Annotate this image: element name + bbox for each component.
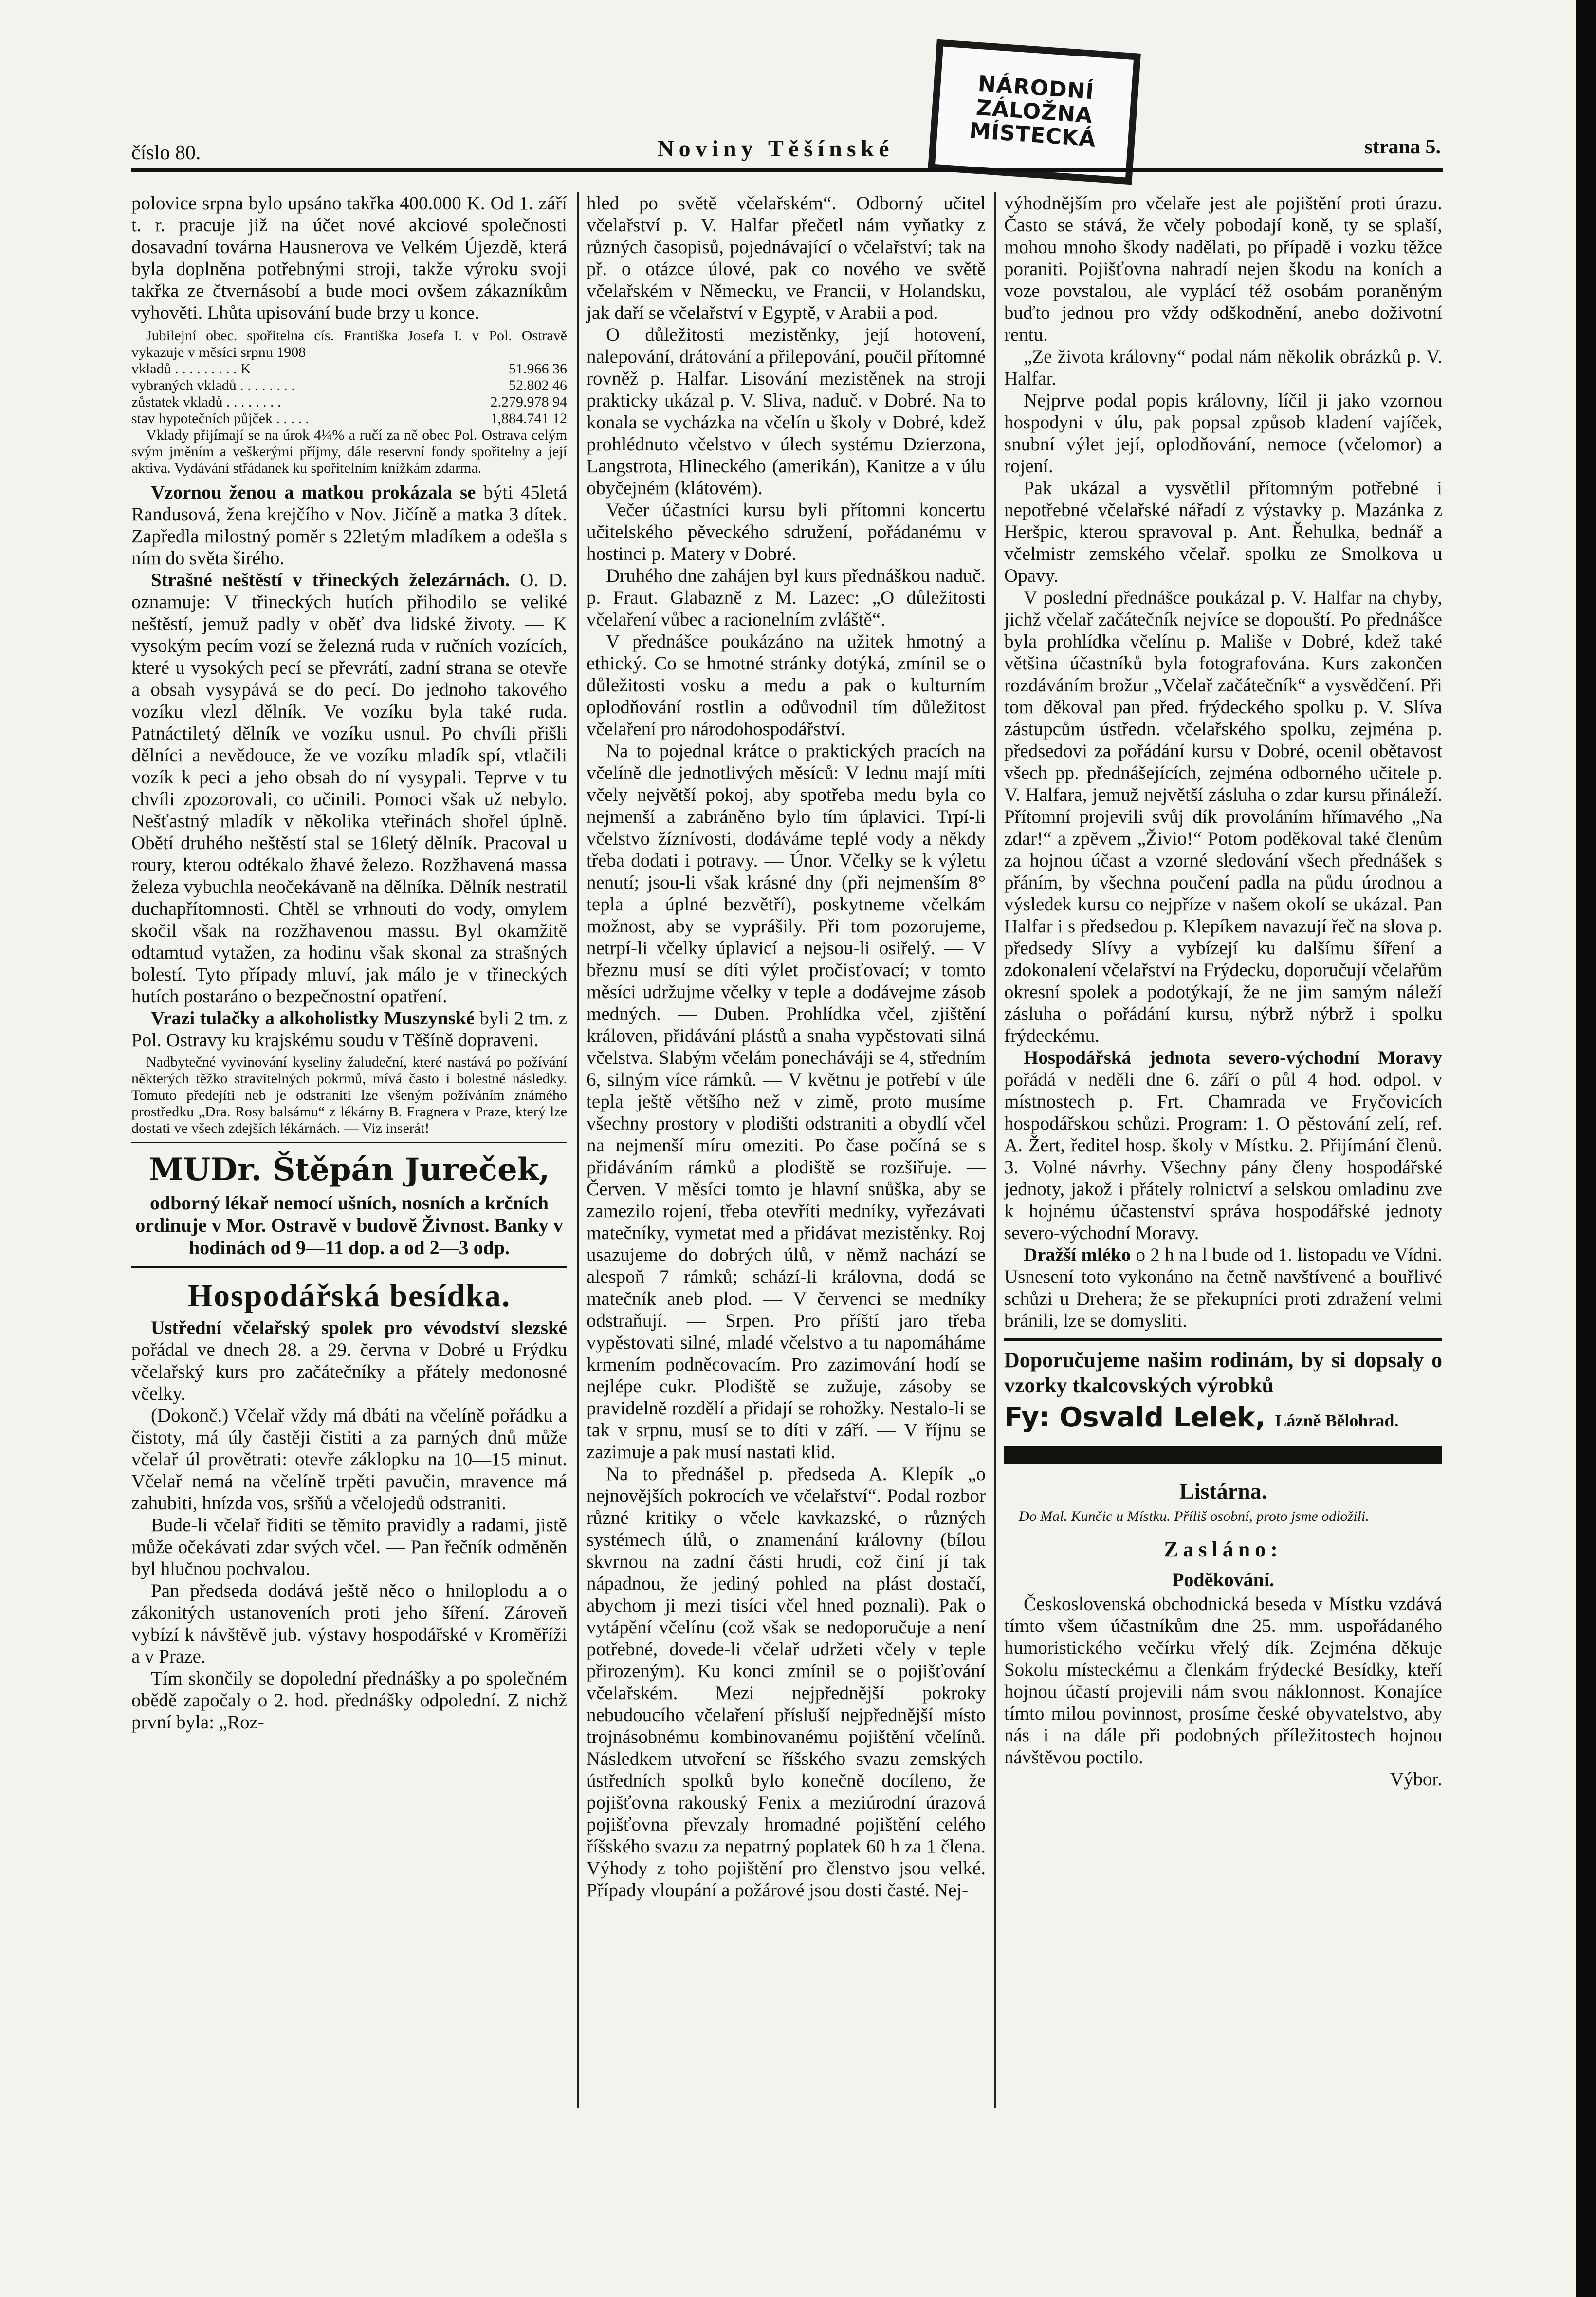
article-text: Československá obchodnická beseda v Místku vzdává tímto všem účastníkům dne 25. mm. uspořádaného humoristického večírku vřelý dík. Zejména děkuje Sokolu místeckému a členkám frýdecké Besídky, kteří hojnou účastí projevili nám svou náklonnost. Konajíce tímto milou povinnost, prosíme české obyvatelstvo, aby nás i na dále při podobných příležitostech hojnou návštěvou poctilo. — [1004, 1593, 1442, 1768]
headline: Ustřední včelařský spolek pro vévodství slezské — [151, 1317, 567, 1338]
textile-ad-text: Doporučujeme našim rodinám, by si dopsaly o vzorky tkalcovských výrobků — [1004, 1348, 1442, 1397]
article-text: pořádá v neděli dne 6. září o půl 4 hod. odpol. v místnostech p. Frt. Chamrada ve Fryčovicích hospodářskou schůzi. Program: 1. O pěstování zelí, ref. A. Žert, ředitel hosp. školy v Místku. 2. Přijímání členů. 3. Volné návrhy. Všechny pány členy hospodářské jednoty, jakož i přátely rolnictví a selskou omladinu zve k hojnému účastenství správa hospodářské jednoty severo-východní Moravy. — [1004, 1069, 1442, 1243]
thanks-title: Poděkování. — [1172, 1569, 1275, 1591]
header-rule — [131, 168, 1443, 172]
article-text: Druhého dne zahájen byl kurs přednáškou naduč. p. Fraut. Glabazně z M. Lazec: „O důležitosti včelaření vůbec a racionelním zvláště“. — [587, 565, 986, 630]
figure-row — [131, 377, 567, 394]
divider — [131, 1142, 567, 1143]
article-text: Pak ukázal a vysvětlil přítomným potřebné i nepotřebné včelařské nářadí z výstavky p. Mazánka z Heršpic, kterou spravoval p. Ant. Řehulka, bednář a včelmistr zemského včelař. spolku ze Smolkova u Opavy. — [1004, 478, 1442, 586]
article-text: pořádal ve dnech 28. a 29. června v Dobré u Frýdku včelařský kurs pro začátečníky a přátely medonosné včelky. — [131, 1339, 567, 1404]
column-2 — [587, 192, 986, 1901]
firm-name: Fy: Osvald Lelek, — [1004, 1402, 1266, 1433]
letters-text: Do Mal. Kunčic u Místku. Příliš osobní, proto jsme odložili. — [1019, 1508, 1369, 1524]
figure-value: 51.966 36 — [509, 361, 567, 377]
article-continuation: polovice srpna bylo upsáno takřka 400.000 K. Od 1. září t. r. pracuje již na účet nové akciové společnosti dosavadní továrna Hausnerova ve Velkém Újezdě, která byla doplněna potřebnými stroji, takže výroku svoji takřka ze čtvernásobí a bude moci ovšem zákazníkům vyhověti. Lhůta upisování bude brzy u konce. — [131, 193, 567, 323]
headline: Vzornou ženou a matkou prokázala se — [151, 482, 476, 503]
article-text: býti 45letá Randusová, žena krejčího v Nov. Jičíně a matka 3 dítek. Zapředla milostný poměr s 22letým mladíkem a odešla s ním do světa širého. — [131, 482, 568, 569]
headline: Dražší mléko — [1024, 1244, 1131, 1265]
article-text: V přednášce poukázáno na užitek hmotný a ethický. Co se hmotné stránky dotýká, zmínil se o důležitosti vosku a medu a pak o kulturním oplodňování rostlin a odůvodnil tím důležitost včelaření pro národohospodářství. — [587, 631, 986, 740]
firm-place: Lázně Bělohrad. — [1275, 1411, 1399, 1430]
savings-figures — [131, 361, 567, 427]
figure-label: zůstatek vkladů . . . . . . . . — [131, 394, 281, 410]
article-text: „Ze života královny“ podal nám několik obrázků p. V. Halfar. — [1004, 346, 1442, 389]
figure-row — [131, 361, 567, 377]
column-3 — [1004, 192, 1442, 1790]
article-text: Večer účastníci kursu byli přítomni koncertu učitelského pěveckého sdružení, pořádanému v hostinci p. Matery v Dobré. — [587, 500, 986, 564]
page-header — [131, 127, 1441, 170]
figure-row — [131, 394, 567, 410]
figure-value: 52.802 46 — [509, 377, 567, 393]
article-text: výhodnějším pro včelaře jest ale pojištění proti úrazu. Často se stává, že včely pobodají koně, ty se splaší, mohou mnoho škody nadělati, po případě i vozku těžce poraniti. Pojišťovna nahradí nejen škodu na koních a voze povstalou, ale vyplácí též osobám poraněným buďto jednou pro vždy odškodnění, anebo doživotní rentu. — [1004, 193, 1442, 345]
ad-bottom-bar — [1004, 1446, 1442, 1464]
article-text: O důležitosti mezistěnky, její hotovení, nalepování, drátování a přilepování, poučil přítomné rovněž p. Halfar. Lisování mezistěnek na stroji prakticky ukázal p. V. Sliva, naduč. v Dobré. Na to konala se vycházka na včelín u školy v Dobré, kdež prohlédnuto včelstvo v úlech systému Dzierzona, Langstrota, Hlineckého (amerikán), Kanitze a v úlu obyčejném (klátovém). — [587, 324, 986, 499]
column-divider — [994, 192, 996, 2108]
doctor-ad-name: MUDr. Štěpán Jureček, — [148, 1151, 550, 1188]
thanks-signature: Výbor. — [1390, 1769, 1442, 1790]
article-text: Pan předseda dodává ještě něco o hniloplodu a o zákonitých ustanoveních proti jeho šíření. Zároveň vybízí k návštěvě jub. výstavy hospodářské v Kroměříži a v Praze. — [131, 1580, 567, 1667]
letters-title: Listárna. — [1179, 1479, 1267, 1503]
article-text: O. D. oznamuje: V třineckých hutích přihodilo se veliké neštěstí, jemuž padly v oběť dva lidské životy. — K vysokým pecím vozí se železná ruda v ručních vozících, které u vysokých pecí se převrátí, zadní strana se otevře a obsah vysypává se do pecí. Do jednoho takového vozíku vlezl dělník. Ve vozíku byla také ruda. Patnáctiletý dělník ve vozíku usnul. Po chvíli přišli dělníci a nevědouce, že ve vozíku mladík spí, vtlačili vozík k peci a jeho obsah do ní vysypali. Teprve v tu chvíli zpozorovali, co učinili. Pomoci však už nebylo. Nešťastný mladík v několika vteřinách shořel úplně. Obětí druhého neštěstí stal se 16letý dělník. Pracoval u roury, kterou odtékalo žhavé železo. Rozžhavená massa železa vybuchla neočekávaně na dělníka. Dělník nestratil duchapřítomnosti. Chtěl se vrhnouti do vody, omylem skočil však na rozžhavenou massu. Byl okamžitě odtamtud vytažen, za hodinu však skonal za strašných bolestí. Tyto případy mluví, jak málo je v třineckých hutích postaráno o bezpečnostní opatření. — [131, 570, 567, 1007]
article-text: Na to pojednal krátce o praktických pracích na včelíně dle jednotlivých měsíců: V lednu mají míti včely největší pokoj, aby spotřeba medu byla co nejmenší a zabráněno bylo tím úplavici. Trpí-li včelstvo žíznívosti, dodáváme teplé vody a někdy třeba dodati i potravy. — Únor. Včelky se k výletu nenutí; jsou-li však krásné dny (při nejmenším 8° tepla a úplné bezvětří), poskytneme včelkám možnost, aby se vyprášily. Při tom pozorujeme, netrpí-li včelky úplavicí a nejsou-li osiřelý. — V březnu musí se díti výlet pročisťovací; v tomto měsíci udržujme včelky v teple a dodávejme zásob medných. — Duben. Prohlídka včel, zjištění královen, přidávání plástů a snaha vypěstovati silná včelstva. Slabým včelám ponecháváji se 4, středním 6, silným více rámků. — V květnu je potřebí v úle tepla ještě většího než v zimě, proto musíme všechny prostory v plodišti odstraniti a obydlí včel na nejmenší míru omeziti. Po čase počíná se s přidáváním rámků a plodiště se rozšiřuje. — Červen. V měsíci tomto je hlavní snůška, aby se zamezilo rojení, třeba otevříti medníky, vyřezávati matečníky, vymetat med a přidávat mezistěnky. Roj usazujeme do dobrých úlů, v němž nachází se alespoň 7 rámků; schází-li královna, dodá se matečník aneb plod. — V červenci se medníky odstraňují. — Srpen. Pro příští jaro třeba vypěstovati silné, mladé včelstvo a tu napomáháme krmením podněcovacím. Pro zazimování hodí se nejlépe cukr. Plodiště se zužuje, zásoby se pravidelně rozdělí a přidají se rohožky. Nestalo-li se tak v srpnu, musí se to díti v září. — V říjnu se zazimuje a pak musí nastati klid. — [587, 741, 986, 1463]
advertisement-note: Nadbytečné vyvinování kyseliny žaludeční, které nastává po požívání některých těžko stravitelných pokrmů, mívá často i bolestné následky. Tomuto předejíti neb je odstraniti lze všeným požíváním známého prostředku „Dra. Rosy balsámu“ z lékárny B. Fragnera v Praze, který lze dostati ve všech zdejších lékárnách. — Viz inserát! — [131, 1054, 567, 1136]
stamp-line-1: NÁRODNÍ ZÁLOŽNA — [975, 72, 1095, 129]
savings-bank-note: Vklady přijímají se na úrok 4¼% a ručí za ně obec Pol. Ostrava celým svým jměním a veškerými příjmy, dále reservní fondy spořitelny a její aktiva. Vydávání střádanek ku spořitelním knížkám zdarma. — [131, 427, 567, 476]
article-text: hled po světě včelařském“. Odborný učitel včelařství p. V. Halfar přečetl nám vyňatky z různých časopisů, pojednávající o včelařství; tak na př. o otázce úlové, pak co nového ve světě včelařském v Německu, ve Francii, v Holandsku, jak daří se včelařství v Egyptě, v Arabii a pod. — [587, 193, 986, 323]
divider — [131, 1266, 567, 1268]
article-text: Nejprve podal popis královny, líčil ji jako vzornou hospodyni v úlu, pak popsal způsob kladení vajíček, snubní výlet její, oplodňování, nemoce (včelomor) a rojení. — [1004, 390, 1442, 477]
figure-label: vybraných vkladů . . . . . . . . — [131, 377, 295, 393]
article-text: Bude-li včelař řiditi se těmito pravidly a radami, jistě může očekávati zdar svých včel. — Pan řečník odměněn byl hlučnou pochvalou. — [131, 1515, 567, 1579]
column-1 — [131, 192, 567, 1733]
stamp-line-2: MÍSTECKÁ — [969, 118, 1097, 152]
savings-bank-intro: Jubilejní obec. spořitelna cís. Františka Josefa I. v Pol. Ostravě vykazuje v měsíci srpnu 1908 — [131, 328, 567, 360]
issue-number: číslo 80. — [131, 142, 201, 164]
article-text: o 2 h na l bude od 1. listopadu ve Vídni. Usnesení toto vykonáno na četně navštívené a bouřlivé schůzi u Drehera; že se překupníci proti zdražení velmi bránili, lze se domysliti. — [1004, 1244, 1443, 1331]
article-text: byli 2 tm. z Pol. Ostravy ku krajskému soudu v Těšíně dopraveni. — [131, 1008, 567, 1051]
article-text: Tím skončily se dopolední přednášky a po společném obědě započaly o 2. hod. přednášky odpolední. Z nichž první byla: „Roz- — [131, 1668, 567, 1733]
divider — [1004, 1338, 1442, 1341]
figure-value: 1,884.741 12 — [490, 410, 567, 426]
article-text: Na to přednášel p. předseda A. Klepík „o nejnovějších pokrocích ve včelařství“. Podal rozbor různé kritiky o včele kavkazské, o různých systémech úlů, o znamenání královny (bílou skvrnou na zadní části hrudi, což činí jí tak nápadnou, že jediný pohled na plást dostačí, abychom ji mezi tisíci včel hned poznali). Pak o vytápění včelínu (což však se nedoporučuje a není potřebné, dovede-li včelař udržeti včely v teple přirozeným). Ku konci zmínil se o pojišťování včelařském. Mezi nejpřednější pokroky nebudoucího včelaření přísluší nejpřednější místo trojnásobnému kombinovanému pojištění včelínů. Následkem utvoření se říšského svazu zemských ústředních spolků bylo konečně docíleno, že pojišťovna rakouský Fenix a meziúrodní úrazová pojišťovna převzaly hromadné pojištění celého říšského svazu za nepatrný poplatek 60 h za 1 člena. Výhody z toho pojištění pro členstvo jsou velké. Případy vloupání a požárové jsou dosti časté. Nej- — [587, 1463, 986, 1901]
page-number: strana 5. — [1364, 136, 1441, 158]
scan-page-edge — [1576, 0, 1596, 2297]
article-text: (Dokonč.) Včelař vždy má dbáti na včelíně pořádku a čistoty, má úly častěji čistiti a za parných dnů může včelař úl provětrati: otevře záklopku na 10—15 minut. Včelař nemá na včelíně trpěti pavučin, mravence má zahubiti, hnízda vos, sršňů a včelojedů odstraniti. — [131, 1405, 567, 1514]
headline: Vrazi tulačky a alkoholistky Muszynské — [151, 1008, 475, 1029]
headline: Strašné neštěstí v třineckých železárnách. — [151, 570, 510, 591]
section-title: Hospodářská besídka. — [187, 1278, 511, 1314]
figure-label: stav hypotečních půjček . . . . . — [131, 410, 309, 426]
newspaper-title: Noviny Těšínské — [657, 136, 894, 162]
figure-value: 2.279.978 94 — [490, 394, 567, 410]
article-text: V poslední přednášce poukázal p. V. Halfar na chyby, jichž včelař začátečník nejvíce se dopouští. Po přednášce byla prohlídka včelínu p. Mališe v Dobré, kdež také většina účastníků byla fotografována. Kurs zakončen rozdáváním brožur „Včelař začátečník“ a vysvědčení. Při tom děkoval pan před. frýdeckého spolku p. V. Slíva zástupcům ústředn. včelařského spolku, zejména p. předsedovi za pořádání kursu v Dobré, ocenil obětavost všech pp. přednášejících, zejména odborného učitele p. V. Halfara, jemuž největší zásluha o zdar kursu přináleží. Přítomní projevili svůj dík provoláním hřímavého „Na zdar!“ a zpěvem „Živio!“ Potom poděkoval také členům za hojnou účast a vzorné sledování všech přednášek s přáním, by všechna poučení padla na půdu úrodnou a výsledek kursu co nejpříze v našem okolí se ukázal. Pan Halfar i s předsedou p. Klepíkem navazují řeč na slova p. předsedy Slívy a vybízejí ku dalšímu šíření a zdokonalení včelařství na Frýdecku, doporučují včelařům okresní spolek a podotýkají, že ne jim samým náleží zásluha o pořádání kursu, nýbrž nýbrž i spolku frýdeckému. — [1004, 587, 1442, 1046]
figure-label: vkladů . . . . . . . . . K — [131, 361, 251, 377]
column-divider — [577, 192, 579, 2108]
figure-row — [131, 410, 567, 427]
sent-title: Zasláno: — [1164, 1538, 1283, 1561]
headline: Hospodářská jednota severo-východní Moravy — [1024, 1047, 1442, 1068]
textile-ad-firm — [1004, 1398, 1442, 1440]
doctor-ad-text: odborný lékař nemocí ušních, nosních a krčních ordinuje v Mor. Ostravě v budově Živnost. Banky v hodinách od 9—11 dop. a od 2—3 odp. — [135, 1192, 563, 1259]
